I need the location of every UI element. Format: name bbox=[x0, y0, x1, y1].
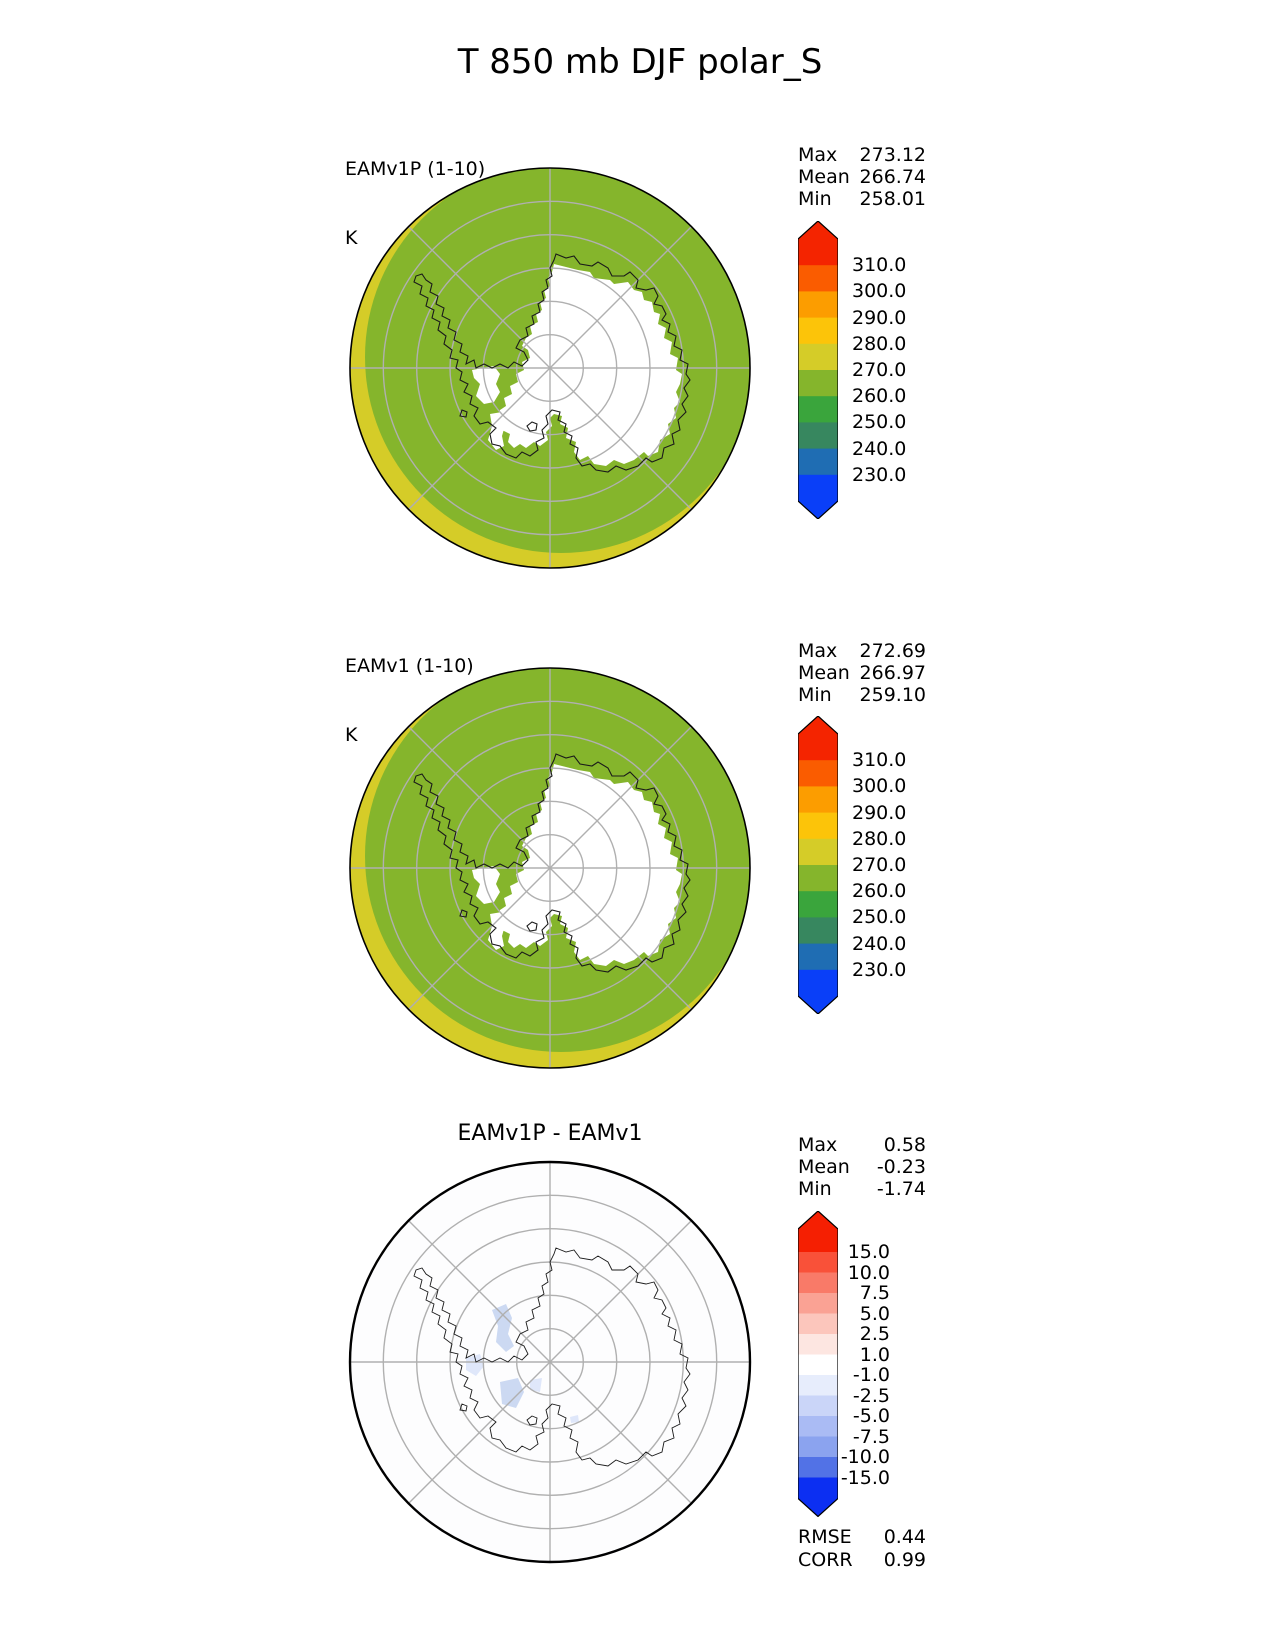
stat-row bbox=[798, 640, 926, 662]
stat-row bbox=[798, 1526, 926, 1549]
colorbar-band bbox=[798, 396, 838, 423]
colorbar-tick-label: 5.0 bbox=[859, 1302, 890, 1325]
stat-name: Min bbox=[798, 684, 832, 706]
stats-difference bbox=[798, 1134, 926, 1200]
colorbar-tick-label: 240.0 bbox=[852, 437, 907, 460]
colorbar-tick-label: 310.0 bbox=[852, 254, 907, 277]
stat-value: 272.69 bbox=[859, 640, 926, 662]
colorbar-tick-label: 260.0 bbox=[852, 880, 907, 903]
stat-row bbox=[798, 662, 926, 684]
colorbar-arrow-cap bbox=[798, 1499, 838, 1517]
colorbar-band bbox=[798, 865, 838, 892]
colorbar-tick-label: -2.5 bbox=[852, 1384, 890, 1407]
colorbar-tick-label: -10.0 bbox=[840, 1446, 890, 1468]
panel3-title: EAMv1P - EAMv1 bbox=[457, 1121, 643, 1146]
map-eamv1 bbox=[345, 663, 755, 1073]
colorbar-tick-label: -5.0 bbox=[852, 1405, 890, 1427]
colorbar-band bbox=[798, 917, 838, 944]
colorbar-svg bbox=[798, 221, 838, 519]
colorbar-band bbox=[798, 839, 838, 866]
colorbar-tick-label: 250.0 bbox=[852, 906, 907, 929]
colorbar-tick-label: 280.0 bbox=[852, 332, 907, 355]
map-eamv1p bbox=[345, 163, 755, 573]
colorbar-tick-label: 7.5 bbox=[859, 1282, 890, 1304]
stat-row bbox=[798, 1134, 926, 1156]
colorbar-band bbox=[798, 813, 838, 840]
stat-name: CORR bbox=[798, 1549, 853, 1571]
stat-name: Mean bbox=[798, 166, 850, 188]
panel1-title: EAMv1P (1-10) bbox=[345, 158, 486, 180]
colorbar-arrow-cap bbox=[798, 716, 838, 734]
stat-name: Min bbox=[798, 1178, 832, 1200]
graticule bbox=[350, 168, 750, 568]
colorbar-arrow-cap bbox=[798, 501, 838, 519]
stat-value: 273.12 bbox=[859, 144, 926, 166]
graticule bbox=[350, 668, 750, 1068]
colorbar-band bbox=[798, 449, 838, 476]
panel2-units: K bbox=[345, 724, 358, 746]
panel2-title: EAMv1 (1-10) bbox=[345, 655, 474, 677]
colorbar-tick-label: 300.0 bbox=[852, 775, 907, 798]
colorbar-tick-label: 10.0 bbox=[847, 1261, 890, 1284]
colorbar-band bbox=[798, 786, 838, 813]
colorbar-tick-label: 290.0 bbox=[852, 306, 907, 329]
colorbar-band bbox=[798, 344, 838, 371]
colorbar-band bbox=[798, 891, 838, 918]
stats-eamv1p bbox=[798, 144, 926, 210]
colorbar-tick-label: 230.0 bbox=[852, 958, 907, 981]
colorbar-tick-label: -7.5 bbox=[852, 1425, 890, 1448]
colorbar-band bbox=[798, 734, 838, 761]
stat-row bbox=[798, 166, 926, 188]
colorbar-band bbox=[798, 291, 838, 318]
stat-row bbox=[798, 684, 926, 706]
stat-row bbox=[798, 1156, 926, 1178]
graticule bbox=[350, 1162, 750, 1562]
stat-value: 0.44 bbox=[883, 1526, 926, 1548]
colorbar-band bbox=[798, 475, 838, 502]
colorbar-svg bbox=[798, 716, 838, 1014]
colorbar-eamv1 bbox=[798, 716, 838, 1018]
colorbar-tick-label: 240.0 bbox=[852, 932, 907, 955]
stat-value: 258.01 bbox=[859, 188, 926, 210]
colorbar-tick-label: 290.0 bbox=[852, 801, 907, 824]
colorbar-band bbox=[798, 944, 838, 971]
colorbar-tick-label: 270.0 bbox=[852, 854, 907, 876]
colorbar-band bbox=[798, 370, 838, 397]
stats-eamv1 bbox=[798, 640, 926, 706]
map-difference bbox=[345, 1157, 755, 1567]
stat-name: Max bbox=[798, 640, 838, 662]
stat-row bbox=[798, 144, 926, 166]
colorbar-tick-label: 260.0 bbox=[852, 385, 907, 408]
panel1-units: K bbox=[345, 227, 358, 249]
stat-value: -1.74 bbox=[876, 1178, 926, 1200]
colorbar-tick-label: 1.0 bbox=[859, 1343, 890, 1366]
colorbar-band bbox=[798, 760, 838, 787]
colorbar-tick-label: 250.0 bbox=[852, 411, 907, 434]
stat-row bbox=[798, 188, 926, 210]
colorbar-band bbox=[798, 970, 838, 997]
stat-value: -0.23 bbox=[876, 1156, 926, 1178]
stat-name: Max bbox=[798, 1134, 838, 1156]
colorbar-tick-label: 270.0 bbox=[852, 359, 907, 381]
stat-name: Mean bbox=[798, 662, 850, 684]
colorbar-tick-label: 280.0 bbox=[852, 827, 907, 850]
stat-value: 266.74 bbox=[859, 166, 926, 188]
colorbar-tick-label: 300.0 bbox=[852, 280, 907, 303]
stat-row bbox=[798, 1549, 926, 1572]
colorbar-band bbox=[798, 265, 838, 292]
colorbar-tick-label: 15.0 bbox=[847, 1241, 890, 1263]
stat-name: Mean bbox=[798, 1156, 850, 1178]
stat-value: 259.10 bbox=[859, 684, 926, 706]
colorbar-tick-label: 230.0 bbox=[852, 463, 907, 486]
colorbar-tick-label: 2.5 bbox=[859, 1323, 890, 1345]
stat-value: 0.58 bbox=[883, 1134, 926, 1156]
stat-name: Min bbox=[798, 188, 832, 210]
colorbar-eamv1p bbox=[798, 221, 838, 523]
colorbar-band bbox=[798, 239, 838, 266]
colorbar-tick-label: 310.0 bbox=[852, 749, 907, 772]
stat-name: Max bbox=[798, 144, 838, 166]
stat-value: 266.97 bbox=[859, 662, 926, 684]
colorbar-arrow-cap bbox=[798, 1211, 838, 1229]
colorbar-tick-label: -15.0 bbox=[840, 1466, 890, 1489]
colorbar-tick-label: -1.0 bbox=[852, 1364, 890, 1386]
stat-name: RMSE bbox=[798, 1526, 852, 1548]
colorbar-arrow-cap bbox=[798, 221, 838, 239]
metrics-difference bbox=[798, 1526, 926, 1572]
stat-row bbox=[798, 1178, 926, 1200]
figure-title: T 850 mb DJF polar_S bbox=[457, 42, 823, 82]
stat-value: 0.99 bbox=[883, 1549, 926, 1571]
colorbar-band bbox=[798, 422, 838, 449]
colorbar-arrow-cap bbox=[798, 996, 838, 1014]
colorbar-band bbox=[798, 318, 838, 345]
